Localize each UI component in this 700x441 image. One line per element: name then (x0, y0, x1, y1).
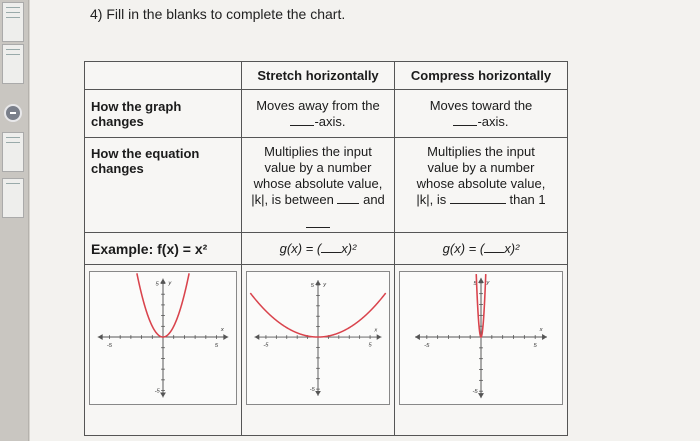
x-axis-arrow (223, 334, 228, 340)
x-axis-label: x (220, 327, 224, 334)
y-axis-label: y (486, 279, 490, 286)
column-header-stretch: Stretch horizontally (242, 62, 395, 90)
corner-cell (85, 62, 242, 90)
y-tick-label: -5 (472, 389, 478, 396)
parabola-graph (246, 271, 390, 405)
page-thumbnail[interactable] (2, 44, 24, 84)
row-label-equation: How the equation changes (85, 138, 242, 233)
answer-blank[interactable] (450, 193, 506, 204)
answer-blank[interactable] (453, 115, 477, 126)
x-axis-label: x (539, 327, 543, 334)
row-label-graph: How the graph changes (85, 90, 242, 138)
parabola-graph (89, 271, 237, 405)
radio-button-icon[interactable] (4, 104, 22, 122)
column-header-compress: Compress horizontally (395, 62, 568, 90)
graph-cell-stretch (242, 265, 395, 436)
y-tick-label: -5 (154, 388, 160, 395)
x-axis-arrow (98, 334, 103, 340)
y-tick-label: -5 (309, 387, 315, 394)
answer-blank[interactable] (484, 242, 504, 253)
page-thumbnail[interactable] (2, 178, 24, 218)
compress-example-equation: g(x) = ( x)² (395, 233, 568, 265)
answer-blank[interactable] (337, 193, 359, 204)
y-axis-arrow (315, 280, 321, 285)
x-axis-arrow (542, 334, 547, 340)
y-axis-label: y (323, 281, 327, 288)
graph-cell-original (85, 265, 242, 436)
y-axis-arrow (478, 393, 484, 398)
answer-blank[interactable] (321, 242, 341, 253)
x-tick-label: 5 (368, 342, 372, 349)
x-tick-label: 5 (214, 342, 219, 349)
x-tick-label: -5 (106, 342, 113, 349)
x-tick-label: 5 (533, 342, 537, 349)
answer-blank[interactable] (306, 217, 330, 228)
page-thumbnail[interactable] (2, 132, 24, 172)
parabola-graph (399, 271, 563, 405)
answer-blank[interactable] (290, 115, 314, 126)
x-axis-arrow (415, 334, 420, 340)
y-tick-label: 5 (310, 282, 314, 289)
x-tick-label: -5 (424, 342, 430, 349)
graph-cell-compress (395, 265, 568, 436)
transformation-chart (84, 61, 568, 436)
x-axis-arrow (377, 334, 382, 340)
stretch-equation-cell: Multiplies the input value by a number whose absolute value, |k|, is between and (242, 138, 395, 233)
page-thumbnail[interactable] (2, 2, 24, 42)
stretch-example-equation: g(x) = ( x)² (242, 233, 395, 265)
y-tick-label: 5 (473, 280, 477, 287)
y-axis-arrow (315, 391, 321, 396)
y-axis-arrow (160, 393, 166, 398)
compress-equation-cell: Multiplies the input value by a number whose absolute value, |k|, is than 1 (395, 138, 568, 233)
x-tick-label: -5 (263, 342, 269, 349)
y-axis-arrow (160, 279, 166, 284)
stretch-graph-cell: Moves away from the -axis. (242, 90, 395, 138)
y-axis-label: y (168, 280, 172, 287)
row-label-example: Example: f(x) = x² (85, 233, 242, 265)
x-axis-label: x (374, 327, 378, 334)
y-tick-label: 5 (155, 281, 159, 288)
thumbnail-sidebar (0, 0, 29, 441)
question-text: 4) Fill in the blanks to complete the chart. (90, 6, 346, 22)
x-axis-arrow (255, 334, 260, 340)
compress-graph-cell: Moves toward the -axis. (395, 90, 568, 138)
y-axis-arrow (478, 278, 484, 283)
